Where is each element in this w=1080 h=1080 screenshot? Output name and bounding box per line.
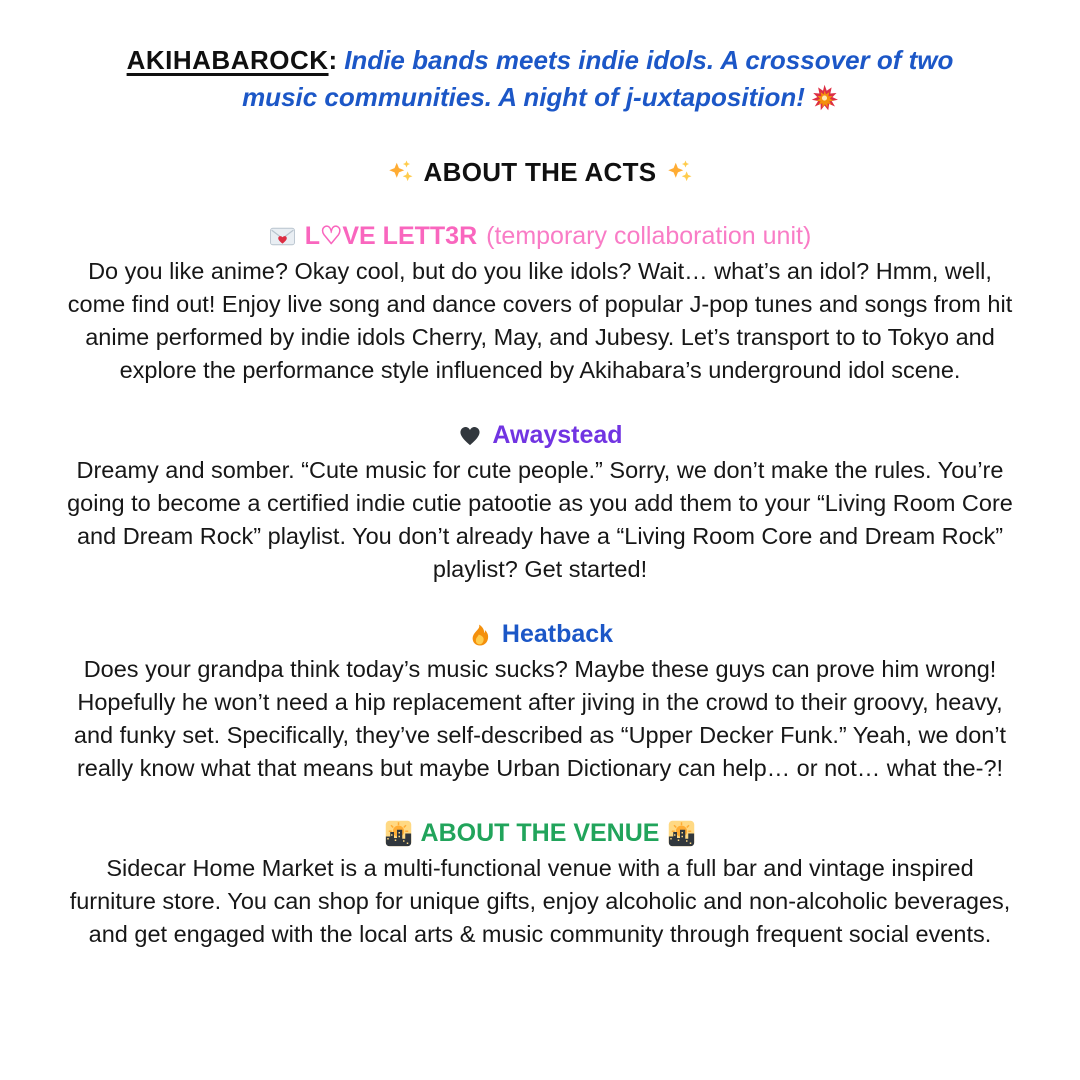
section-awaystead: [64, 418, 1016, 586]
awaystead-heading: [64, 418, 1016, 452]
love-lett3r-title: L♡VE LETT3R: [304, 222, 478, 250]
sparkles-icon: [666, 159, 693, 186]
sparkles-icon: [387, 159, 414, 186]
black-heart-icon: [457, 422, 483, 448]
event-name: AKIHABAROCK: [126, 45, 329, 75]
about-the-acts-heading: [64, 157, 1016, 188]
sunset-icon: [385, 820, 412, 847]
love-lett3r-description: Do you like anime? Okay cool, but do you like idols? Wait… what’s an idol? Hmm, well, come find out! Enjoy live song and dance covers of popular J-pop tunes and songs from hit anime performed by indie idols Cherry, May, and Jubesy. Let’s transport to to Tokyo and explore the performance style influenced by Akihabara’s underground idol scene.: [67, 258, 1013, 383]
heatback-title: Heatback: [501, 620, 614, 648]
love-lett3r-subtitle: (temporary collaboration unit): [486, 222, 812, 250]
fire-icon: [467, 621, 493, 647]
event-title: [90, 42, 990, 116]
section-venue: [64, 816, 1016, 951]
event-tagline: Indie bands meets indie idols. A crossover of two music communities. A night of j-uxtaposition!: [242, 45, 954, 112]
collision-icon: [811, 84, 838, 111]
awaystead-description: Dreamy and somber. “Cute music for cute people.” Sorry, we don’t make the rules. You’re going to become a certified indie cutie patootie as you add them to your “Living Room Core and Dream Rock” playlist. You don’t already have a “Living Room Core and Dream Rock” playlist? Get started!: [67, 457, 1013, 582]
awaystead-title: Awaystead: [492, 421, 623, 449]
heatback-description: Does your grandpa think today’s music sucks? Maybe these guys can prove him wrong! Hopefully he won’t need a hip replacement after jiving in the crowd to their groovy, heavy, and funky set. Specifically, they’ve self-described as “Upper Decker Funk.” Yeah, we don’t really know what that means but maybe Urban Dictionary can help… or not… what the-?!: [73, 656, 1007, 781]
venue-title: ABOUT THE VENUE: [420, 819, 660, 847]
section-love-lett3r: [64, 219, 1016, 387]
heatback-heading: [64, 617, 1016, 651]
love-letter-icon: [269, 223, 296, 250]
event-flyer: [64, 0, 1016, 951]
venue-heading: [64, 816, 1016, 850]
love-lett3r-heading: [64, 219, 1016, 253]
sunset-icon: [668, 820, 695, 847]
about-the-acts-label: ABOUT THE ACTS: [423, 157, 657, 187]
title-separator: :: [328, 45, 338, 75]
section-heatback: [64, 617, 1016, 785]
venue-description: Sidecar Home Market is a multi-functional venue with a full bar and vintage inspired furniture store. You can shop for unique gifts, enjoy alcoholic and non-alcoholic beverages, and get engaged with the local arts & music community through frequent social events.: [69, 855, 1011, 947]
